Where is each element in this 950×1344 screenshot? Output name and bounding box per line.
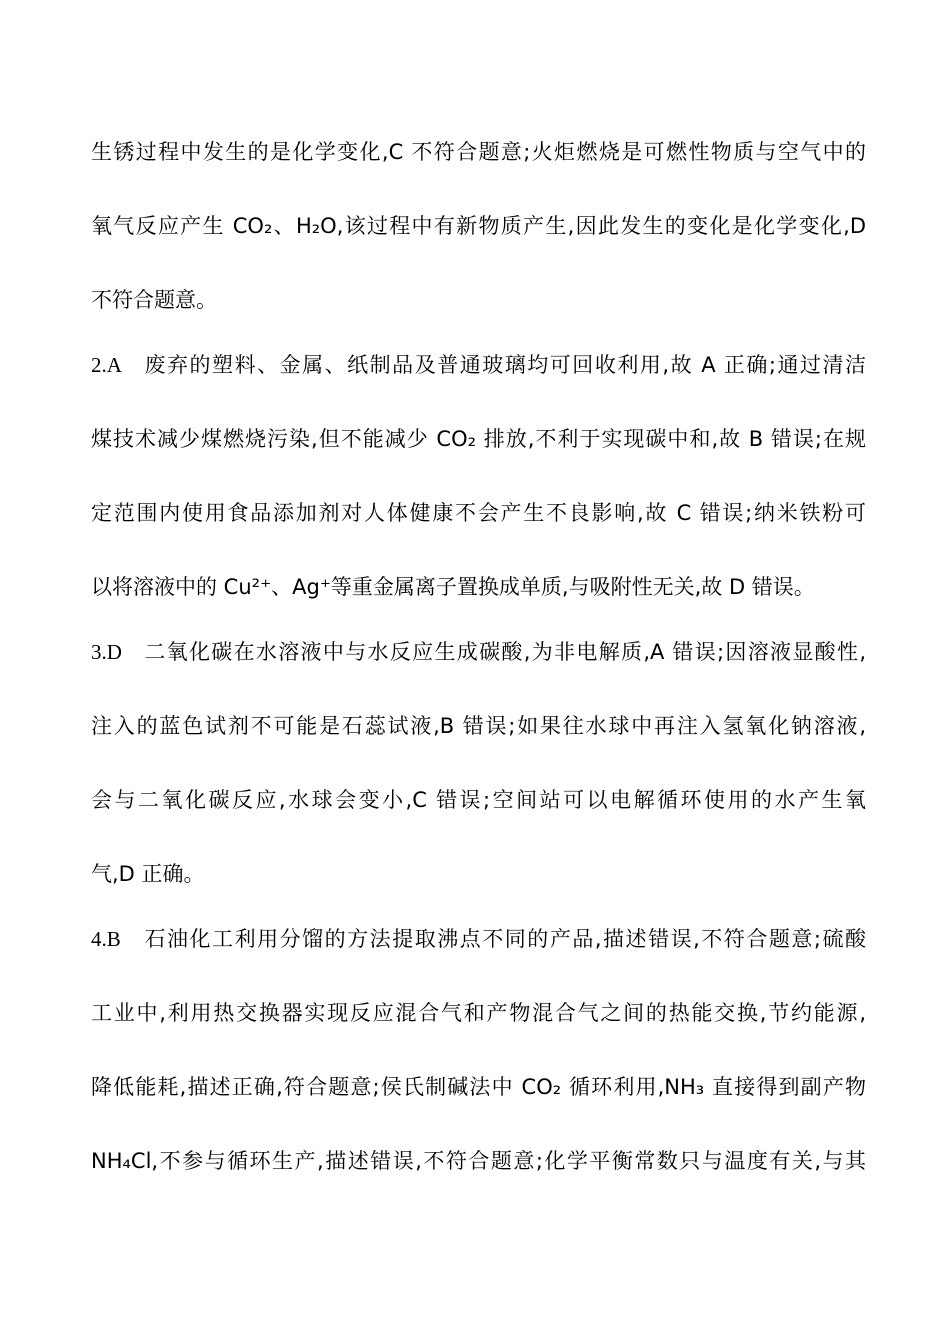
answer-2-line-1 — [91, 351, 866, 379]
text-line-13: 工业中,利用热交换器实现反应混合气和产物混合气之间的热能交换,节约能源, — [91, 1001, 866, 1025]
text-line-11: 气,D 正确。 — [91, 862, 205, 886]
text-line-9: 注入的蓝色试剂不可能是石蕊试液,B 错误;如果往水球中再注入氢氧化钠溶液, — [91, 714, 866, 738]
answer-3-number: 3.D — [91, 640, 122, 664]
answer-3-line-1 — [91, 638, 866, 666]
answer-4-line-1 — [91, 925, 866, 953]
text-line-7: 以将溶液中的 Cu²⁺、Ag⁺等重金属离子置换成单质,与吸附性无关,故 D 错误。 — [91, 575, 815, 599]
text-line-6: 定范围内使用食品添加剂对人体健康不会产生不良影响,故 C 错误;纳米铁粉可 — [91, 501, 866, 525]
text-line-3: 不符合题意。 — [91, 288, 217, 312]
text-line-14: 降低能耗,描述正确,符合题意;侯氏制碱法中 CO₂ 循环利用,NH₃ 直接得到副产物 — [91, 1075, 866, 1099]
text-line-15: NH₄Cl,不参与循环生产,描述错误,不符合题意;化学平衡常数只与温度有关,与其 — [91, 1149, 866, 1173]
answer-2-number: 2.A — [91, 353, 122, 377]
answer-4-number: 4.B — [91, 927, 121, 951]
text-line-1: 生锈过程中发生的是化学变化,C 不符合题意;火炬燃烧是可燃性物质与空气中的 — [91, 140, 866, 164]
text-line-2: 氧气反应产生 CO₂、H₂O,该过程中有新物质产生,因此发生的变化是化学变化,D — [91, 214, 866, 238]
text-line-5: 煤技术减少煤燃烧污染,但不能减少 CO₂ 排放,不利于实现碳中和,故 B 错误;在规 — [91, 427, 866, 451]
answer-4-text: 石油化工利用分馏的方法提取沸点不同的产品,描述错误,不符合题意;硫酸 — [143, 927, 866, 951]
answer-2-text: 废弃的塑料、金属、纸制品及普通玻璃均可回收利用,故 A 正确;通过清洁 — [143, 353, 866, 377]
text-line-10: 会与二氧化碳反应,水球会变小,C 错误;空间站可以电解循环使用的水产生氧 — [91, 788, 866, 812]
answer-3-text: 二氧化碳在水溶液中与水反应生成碳酸,为非电解质,A 错误;因溶液显酸性, — [143, 640, 866, 664]
